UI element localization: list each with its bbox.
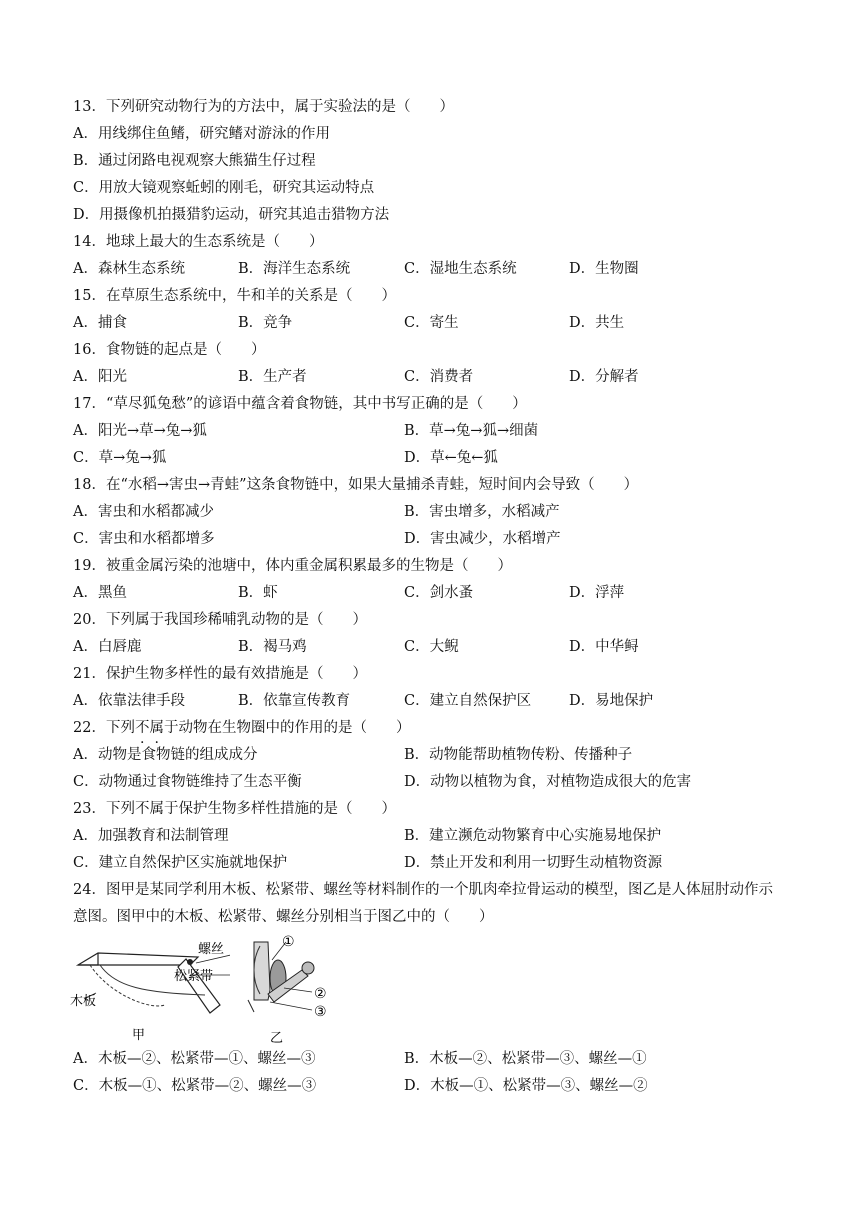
figure-jia	[70, 935, 230, 1045]
q24-stem-line1: 24．图甲是某同学利用木板、松紧带、螺丝等材料制作的一个肌肉牵拉骨运动的模型，图乙是人体屈肘动作示	[73, 882, 773, 898]
q19-option-c: C．剑水蚤	[404, 585, 474, 601]
q15-option-b: B．竞争	[238, 315, 293, 331]
q23-stem: 23．下列不属于保护生物多样性措施的是（ ）	[73, 801, 396, 817]
q21-option-b: B．依靠宣传教育	[238, 693, 351, 709]
q22-emphasis-bu: 不	[134, 720, 150, 736]
q15-option-c: C．寄生	[404, 315, 459, 331]
q22-stem	[73, 718, 410, 738]
q22-emphasis-shu: 属	[149, 720, 164, 736]
label-songjindai: 松紧带	[174, 969, 214, 984]
q19-option-a: A．黑鱼	[73, 585, 127, 601]
q21-option-d: D．易地保护	[569, 693, 654, 709]
q15-stem: 15．在草原生态系统中，牛和羊的关系是（ ）	[73, 288, 396, 304]
q16-option-c: C．消费者	[404, 369, 474, 385]
q19-option-b: B．虾	[238, 585, 278, 601]
q18-option-d: D．害虫减少，水稻增产	[404, 531, 561, 547]
leader-3	[270, 1002, 312, 1010]
q21-option-a: A．依靠法律手段	[73, 693, 185, 709]
q13-stem: 13．下列研究动物行为的方法中，属于实验法的是（ ）	[73, 99, 454, 115]
q22-stem-prefix: 22．下列	[73, 720, 135, 736]
marker-1: ①	[282, 934, 295, 950]
q24-stem-line2: 意图。图甲中的木板、松紧带、螺丝分别相当于图乙中的（ ）	[73, 909, 494, 925]
q15-option-a: A．捕食	[73, 315, 127, 331]
q16-stem: 16．食物链的起点是（ ）	[73, 342, 266, 358]
q22-stem-suffix: 于动物在生物圈中的作用的是（ ）	[163, 720, 411, 736]
q21-option-c: C．建立自然保护区	[404, 693, 532, 709]
q22-option-d: D．动物以植物为食，对植物造成很大的危害	[404, 774, 692, 790]
q16-option-a: A．阳光	[73, 369, 127, 385]
q18-stem: 18．在“水稻→害虫→青蛙”这条食物链中，如果大量捕杀青蛙，短时间内会导致（ ）	[73, 477, 639, 493]
q14-option-b: B．海洋生态系统	[238, 261, 351, 277]
q20-option-d: D．中华鲟	[569, 639, 639, 655]
q22-option-b: B．动物能帮助植物传粉、传播种子	[404, 747, 633, 763]
q17-option-c: C．草→兔→狐	[73, 450, 167, 466]
q14-option-d: D．生物圈	[569, 261, 639, 277]
q14-option-a: A．森林生态系统	[73, 261, 185, 277]
q23-option-c: C．建立自然保护区实施就地保护	[73, 855, 288, 871]
caption-jia: 甲	[132, 1028, 146, 1043]
marker-3: ③	[314, 1004, 327, 1020]
q18-option-a: A．害虫和水稻都减少	[73, 504, 214, 520]
q18-option-c: C．害虫和水稻都增多	[73, 531, 215, 547]
q21-stem: 21．保护生物多样性的最有效措施是（ ）	[73, 666, 367, 682]
q17-option-a: A．阳光→草→兔→狐	[73, 423, 207, 439]
q19-option-d: D．浮萍	[569, 585, 625, 601]
q13-option-c: C．用放大镜观察蚯蚓的刚毛，研究其运动特点	[73, 180, 375, 196]
label-luosi: 螺丝	[198, 942, 225, 957]
caption-yi: 乙	[270, 1031, 284, 1046]
figure-yi	[232, 930, 342, 1048]
q24-option-b: B．木板—②、松紧带—③、螺丝—①	[404, 1051, 647, 1067]
q13-option-a: A．用线绑住鱼鳍，研究鳍对游泳的作用	[73, 126, 330, 142]
q24-option-c: C．木板—①、松紧带—②、螺丝—③	[73, 1078, 317, 1094]
q13-option-b: B．通过闭路电视观察大熊猫生仔过程	[73, 153, 316, 169]
q20-option-a: A．白唇鹿	[73, 639, 142, 655]
q16-option-d: D．分解者	[569, 369, 639, 385]
q20-option-b: B．褐马鸡	[238, 639, 307, 655]
q23-option-b: B．建立濒危动物繁育中心实施易地保护	[404, 828, 662, 844]
q22-option-c: C．动物通过食物链维持了生态平衡	[73, 774, 302, 790]
q22-option-a: A．动物是食物链的组成成分	[73, 747, 258, 763]
label-muban: 木板	[70, 994, 97, 1009]
marker-2: ②	[314, 986, 327, 1002]
q17-option-d: D．草←兔←狐	[404, 450, 498, 466]
screw-dot	[187, 959, 193, 965]
q23-option-a: A．加强教育和法制管理	[73, 828, 229, 844]
q14-stem: 14．地球上最大的生态系统是（ ）	[73, 234, 324, 250]
q24-option-d: D．木板—①、松紧带—③、螺丝—②	[404, 1078, 648, 1094]
elbow-line	[248, 1000, 254, 1012]
q19-stem: 19．被重金属污染的池塘中，体内重金属积累最多的生物是（ ）	[73, 558, 512, 574]
q15-option-d: D．共生	[569, 315, 625, 331]
upper-board-shape	[78, 953, 198, 965]
q14-option-c: C．湿地生态系统	[404, 261, 517, 277]
q23-option-d: D．禁止开发和利用一切野生动植物资源	[404, 855, 663, 871]
q17-stem: 17．“草尽狐兔愁”的谚语中蕴含着食物链，其中书写正确的是（ ）	[73, 396, 527, 412]
q17-option-b: B．草→兔→狐→细菌	[404, 423, 539, 439]
q16-option-b: B．生产者	[238, 369, 307, 385]
hand-shape	[302, 962, 314, 974]
upper-arm-shape	[254, 942, 270, 1000]
q24-option-a: A．木板—②、松紧带—①、螺丝—③	[73, 1051, 316, 1067]
lower-board-shape	[178, 959, 220, 1013]
q13-option-d: D．用摄像机拍摄猎豹运动，研究其追击猎物方法	[73, 207, 390, 223]
q18-option-b: B．害虫增多，水稻减产	[404, 504, 560, 520]
q20-option-c: C．大鲵	[404, 639, 459, 655]
q20-stem: 20．下列属于我国珍稀哺乳动物的是（ ）	[73, 612, 367, 628]
